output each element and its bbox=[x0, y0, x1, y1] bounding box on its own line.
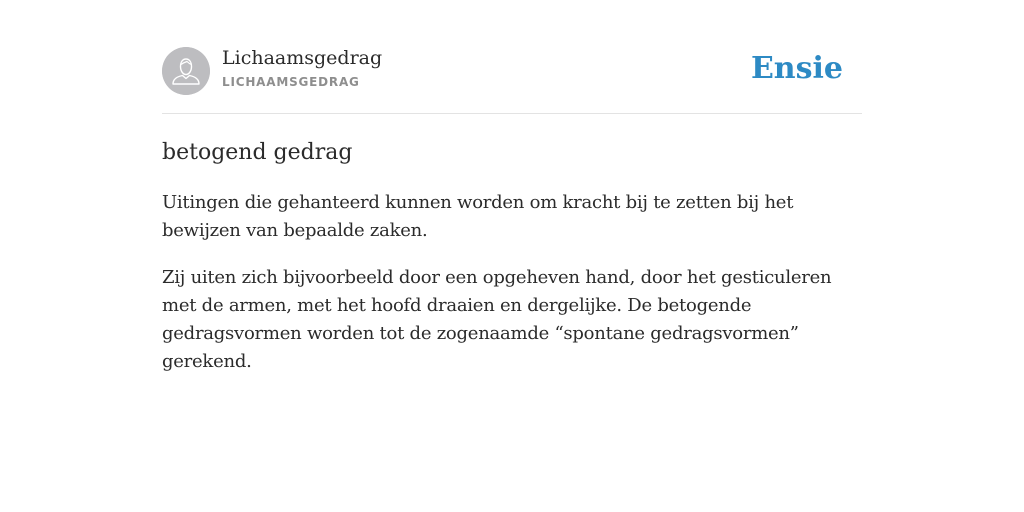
avatar[interactable] bbox=[162, 47, 210, 95]
header bbox=[162, 0, 862, 114]
term-title: betogend gedrag bbox=[162, 140, 353, 165]
definition-body bbox=[162, 189, 862, 395]
author-subtitle: LICHAAMSGEDRAG bbox=[222, 75, 360, 89]
brand-logo[interactable]: Ensie bbox=[750, 51, 843, 86]
definition-paragraph: Zij uiten zich bijvoorbeeld door een opgeheven hand, door het gesticuleren met de armen, met het hoofd draaien en dergelijke. De betogende gedragsvormen worden tot de zogenaamde “spontane gedragsvormen” gerekend. bbox=[162, 267, 832, 372]
author-name[interactable]: Lichaamsgedrag bbox=[222, 47, 383, 69]
definition-paragraph: Uitingen die gehanteerd kunnen worden om kracht bij te zetten bij het bewijzen van bepaalde zaken. bbox=[162, 192, 794, 241]
page bbox=[162, 0, 862, 372]
user-icon bbox=[162, 47, 210, 95]
